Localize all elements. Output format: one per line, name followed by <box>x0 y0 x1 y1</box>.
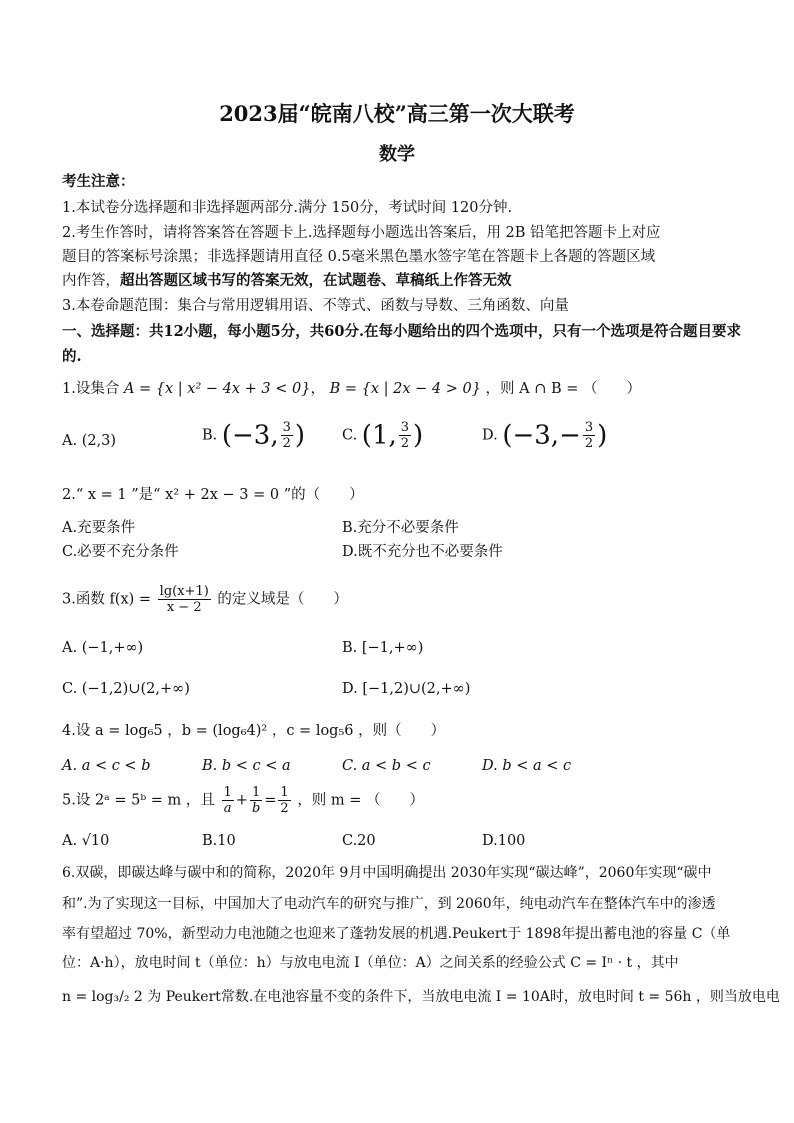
fraction-denominator: 2 <box>282 436 291 451</box>
q1-option-b-open: (−3, <box>221 420 279 451</box>
q1-option-d-close: ) <box>597 420 608 451</box>
q1-option-d-fraction <box>583 420 595 451</box>
q2-option-c: C.必要不充分条件 <box>62 544 179 560</box>
question-3-stem <box>62 584 348 615</box>
q1-option-c-fraction <box>399 420 411 451</box>
q4-option-d: D. b < a < c <box>482 758 572 774</box>
q1-option-c-close: ) <box>413 420 424 451</box>
fraction-denominator: 2 <box>584 436 594 451</box>
notice-item-2-line-2: 题目的答案标号涂黑；非选择题请用直径 0.5毫米黑色墨水签字笔在答题卡上各题的答题区域 <box>62 249 656 265</box>
q2-option-b: B.充分不必要条件 <box>342 520 459 536</box>
fraction-numerator: 3 <box>282 420 291 435</box>
question-4-stem: 4.设 a = log₆5 ，b = (log₆4)² ，c = log₅6 ，则（ ） <box>62 723 446 739</box>
q1-sep: ， <box>310 381 325 397</box>
fraction-denominator: x − 2 <box>166 600 202 615</box>
q4-option-a: A. a < c < b <box>62 758 151 774</box>
q2-option-d: D.既不充分也不必要条件 <box>342 544 503 560</box>
q5-option-d: D.100 <box>482 833 526 849</box>
q1-option-b-close: ) <box>294 420 306 451</box>
fraction-denominator: 2 <box>280 801 289 816</box>
question-2-stem: 2.“ x = 1 ”是“ x² + 2x − 3 = 0 ”的（ ） <box>62 487 364 503</box>
exam-subject: 数学 <box>379 144 415 165</box>
question-6-line-5: n = log₃/₂ 2 为 Peukert常数.在电池容量不变的条件下，当放电电流 I = 10A时，放电时间 t = 56h ，则当放电电 <box>62 989 780 1005</box>
notice-item-2-line-3-normal: 内作答， <box>62 273 120 289</box>
q5-prefix: 5.设 2ᵃ = 5ᵇ = m ，且 <box>62 792 215 809</box>
q1-option-d <box>482 420 607 451</box>
fraction-numerator: 3 <box>400 420 410 435</box>
q3-option-c: C. (−1,2)∪(2,+∞) <box>62 681 190 697</box>
q3-fraction <box>158 584 211 615</box>
q1-option-c-open: (1, <box>361 420 397 451</box>
question-6-line-3: 率有望超过 70%，新型动力电池随之也迎来了蓬勃发展的机遇.Peukert于 1898年提出蓄电池的容量 C（单 <box>62 926 731 942</box>
q1-option-c-label: C. <box>342 427 358 444</box>
q3-option-d: D. [−1,2)∪(2,+∞) <box>342 681 471 697</box>
q5-fraction-2 <box>250 785 262 816</box>
fraction-denominator: b <box>251 801 261 816</box>
q3-option-a: A. (−1,+∞) <box>62 640 144 656</box>
question-6-line-1: 6.双碳，即碳达峰与碳中和的简称，2020年 9月中国明确提出 2030年实现“碳达峰”，2060年实现“碳中 <box>62 865 712 881</box>
q5-suffix: ，则 m = （ ） <box>297 792 425 809</box>
section-1-heading-cont: 的. <box>62 348 82 365</box>
q1-option-d-open: (−3,− <box>502 420 581 451</box>
q3-suffix: 的定义域是（ ） <box>217 591 348 608</box>
q5-fraction-3 <box>278 785 290 816</box>
q1-prefix: 1.设集合 <box>62 381 120 397</box>
notice-item-1: 1.本试卷分选择题和非选择题两部分.满分 150分，考试时间 120分钟. <box>62 200 513 216</box>
fraction-numerator: lg(x+1) <box>159 584 209 599</box>
fraction-numerator: 1 <box>223 785 232 800</box>
fraction-denominator: 2 <box>400 436 410 451</box>
notice-heading: 考生注意： <box>62 173 135 190</box>
q1-option-b-fraction <box>281 420 293 451</box>
notice-item-2-line-1: 2.考生作答时，请将答案答在答题卡上.选择题每小题选出答案后，用 2B 铅笔把答题卡上对应 <box>62 225 661 241</box>
q3-prefix: 3.函数 f(x) = <box>62 591 152 608</box>
q1-option-d-label: D. <box>482 427 498 444</box>
q3-option-b: B. [−1,+∞) <box>342 640 424 656</box>
question-1-stem <box>62 378 641 400</box>
question-6-line-4: 位：A·h），放电时间 t（单位：h）与放电电流 I（单位：A）之间关系的经验公式 C = Iⁿ · t ，其中 <box>62 955 679 971</box>
question-5-stem <box>62 785 424 816</box>
q2-option-a: A.充要条件 <box>62 520 136 536</box>
q5-plus: + <box>235 792 248 809</box>
notice-item-2-line-3 <box>62 270 512 292</box>
q1-option-c <box>342 420 423 451</box>
q1-option-b-label: B. <box>202 427 218 444</box>
fraction-numerator: 1 <box>250 785 262 801</box>
q1-set-a: A = {x | x² − 4x + 3 < 0} <box>123 381 311 397</box>
q5-option-a: A. √10 <box>62 833 110 849</box>
notice-item-2-line-3-bold: 超出答题区域书写的答案无效，在试题卷、草稿纸上作答无效 <box>120 272 512 289</box>
q5-option-c: C.20 <box>342 833 376 849</box>
q4-option-c: C. a < b < c <box>342 758 431 774</box>
fraction-numerator: 3 <box>584 420 594 435</box>
q5-equals: = <box>264 792 277 809</box>
q1-suffix: ，则 A ∩ B = （ ） <box>485 381 642 397</box>
q1-set-b: B = {x | 2x − 4 > 0} <box>329 381 481 397</box>
q1-option-b <box>202 420 305 451</box>
q5-fraction-1 <box>222 785 234 816</box>
question-6-line-2: 和”.为了实现这一目标，中国加大了电动汽车的研究与推广，到 2060年，纯电动汽车在整体汽车中的渗透 <box>62 896 716 912</box>
q4-option-b: B. b < c < a <box>202 758 291 774</box>
exam-title: 2023届“皖南八校”高三第一次大联考 <box>219 101 575 126</box>
section-1-heading: 一、选择题：共12小题，每小题5分，共60分.在每小题给出的四个选项中，只有一个选项是符合题目要求 <box>62 323 741 340</box>
notice-item-3: 3.本卷命题范围：集合与常用逻辑用语、不等式、函数与导数、三角函数、向量 <box>62 298 569 314</box>
fraction-numerator: 1 <box>280 785 289 800</box>
q1-option-a: A. (2,3) <box>62 433 117 449</box>
fraction-denominator: a <box>223 801 232 816</box>
q5-option-b: B.10 <box>202 833 236 849</box>
